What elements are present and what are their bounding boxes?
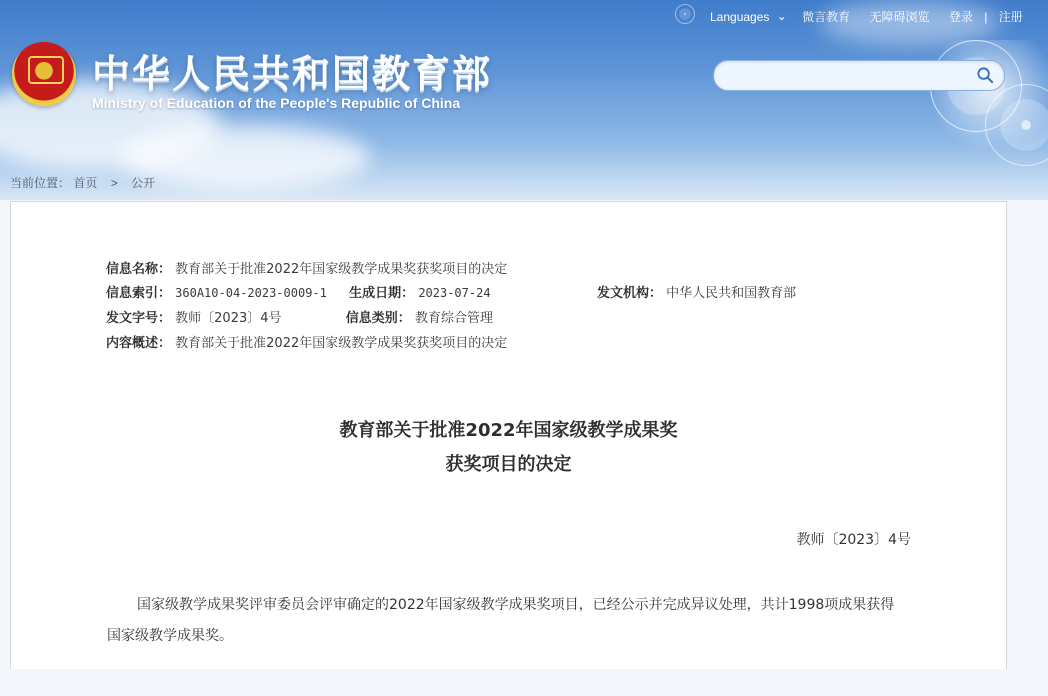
breadcrumb-separator: >: [110, 176, 118, 190]
site-header: [0, 0, 1048, 200]
search-input[interactable]: [726, 66, 960, 86]
meta-doc-no-row: [106, 307, 493, 326]
breadcrumb-label: 当前位置：: [10, 176, 71, 190]
breadcrumb-home[interactable]: 首页: [73, 176, 98, 190]
meta-name-row: [106, 258, 507, 277]
meta-summary-label: 内容概述：: [106, 336, 172, 351]
meta-summary-row: [106, 332, 507, 351]
search-box[interactable]: [713, 60, 1005, 91]
meta-doc-no-label: 发文字号：: [106, 311, 172, 326]
meta-issuer-row: [597, 282, 796, 301]
chevron-down-icon[interactable]: ⌄: [776, 9, 787, 23]
meta-name-value: 教育部关于批准2022年国家级教学成果奖获奖项目的决定: [175, 262, 508, 277]
meta-issuer-label: 发文机构：: [597, 286, 663, 301]
meta-summary-value: 教育部关于批准2022年国家级教学成果奖获奖项目的决定: [175, 336, 508, 351]
meta-doc-no-value: 教师〔2023〕4号: [175, 311, 282, 326]
document-content: [10, 201, 1007, 669]
document-number: 教师〔2023〕4号: [796, 532, 911, 548]
meta-index-row: [106, 282, 491, 301]
meta-date-value: 2023-07-24: [418, 286, 491, 300]
meta-category-value: 教育综合管理: [414, 311, 493, 326]
breadcrumb-current[interactable]: 公开: [131, 176, 156, 190]
national-emblem-icon: [12, 42, 76, 106]
topnav-separator: |: [984, 10, 988, 24]
weibo-link[interactable]: 微言教育: [802, 10, 851, 24]
document-paragraph: [107, 590, 897, 652]
languages-link[interactable]: Languages: [710, 10, 770, 24]
meta-index-label: 信息索引：: [106, 286, 172, 301]
accessible-browse-link[interactable]: 无障碍浏览: [869, 10, 930, 24]
login-link[interactable]: 登录: [948, 10, 973, 24]
document-title-line-2: 获奖项目的决定: [445, 454, 572, 475]
document-paragraph-text: 国家级教学成果奖评审委员会评审确定的2022年国家级教学成果奖项目，已经公示并完成异议处理，共计1998项成果获得国家级教学成果奖。: [107, 597, 895, 644]
meta-category-label: 信息类别：: [345, 311, 411, 326]
site-subtitle: Ministry of Education of the People's Republic of China: [92, 95, 461, 111]
site-title: 中华人民共和国教育部: [92, 52, 493, 96]
top-navigation: [710, 8, 1023, 25]
breadcrumb: [10, 174, 155, 191]
search-icon[interactable]: [976, 66, 995, 85]
register-link[interactable]: 注册: [998, 10, 1023, 24]
cloud-decoration: [120, 125, 370, 190]
document-title-line-1: 教育部关于批准2022年国家级教学成果奖: [339, 420, 678, 441]
meta-date-label: 生成日期：: [349, 286, 415, 301]
meta-issuer-value: 中华人民共和国教育部: [666, 286, 797, 301]
meta-index-value: 360A10-04-2023-0009-1: [175, 286, 327, 300]
dandelion-decoration: [675, 4, 695, 24]
meta-name-label: 信息名称：: [106, 262, 172, 277]
